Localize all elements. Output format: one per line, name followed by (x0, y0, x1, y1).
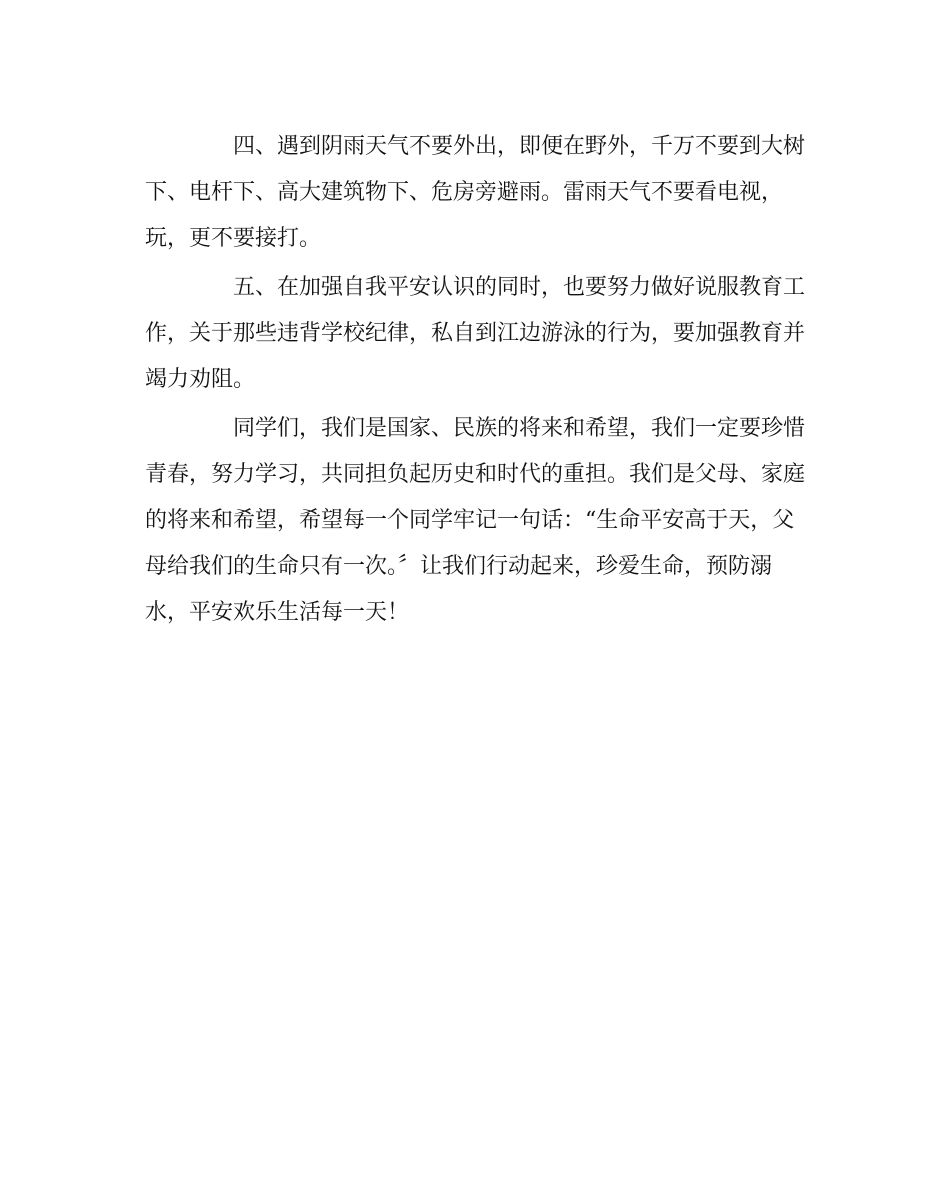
text-line: 水，平安欢乐生活每一天！ (145, 600, 410, 625)
paragraph-closing (145, 406, 805, 636)
text-line: 玩，更不要接打。 (145, 226, 322, 251)
paragraph-5 (145, 265, 805, 403)
paragraph-4 (145, 124, 805, 262)
text-line: 作，关于那些违背学校纪律，私自到江边游泳的行为，要加强教育并 (145, 321, 806, 346)
text-line: 竭力劝阻。 (145, 367, 256, 392)
text-line: 四、遇到阴雨天气不要外出，即便在野外，千万不要到大树 (233, 134, 806, 159)
text-line: 下、电杆下、高大建筑物下、危房旁避雨。雷雨天气不要看电视， (145, 180, 784, 205)
text-line: 母给我们的生命只有一次。〞让我们行动起来，珍爱生命，预防溺 (145, 554, 773, 579)
text-line: 的将来和希望，希望每一个同学牢记一句话：“生命平安高于天，父 (145, 508, 795, 533)
text-line: 青春，努力学习，共同担负起历史和时代的重担。我们是父母、家庭 (145, 462, 806, 487)
text-line: 五、在加强自我平安认识的同时，也要努力做好说服教育工 (233, 275, 806, 300)
document-body (145, 124, 805, 639)
text-line: 同学们，我们是国家、民族的将来和希望，我们一定要珍惜 (233, 416, 806, 441)
